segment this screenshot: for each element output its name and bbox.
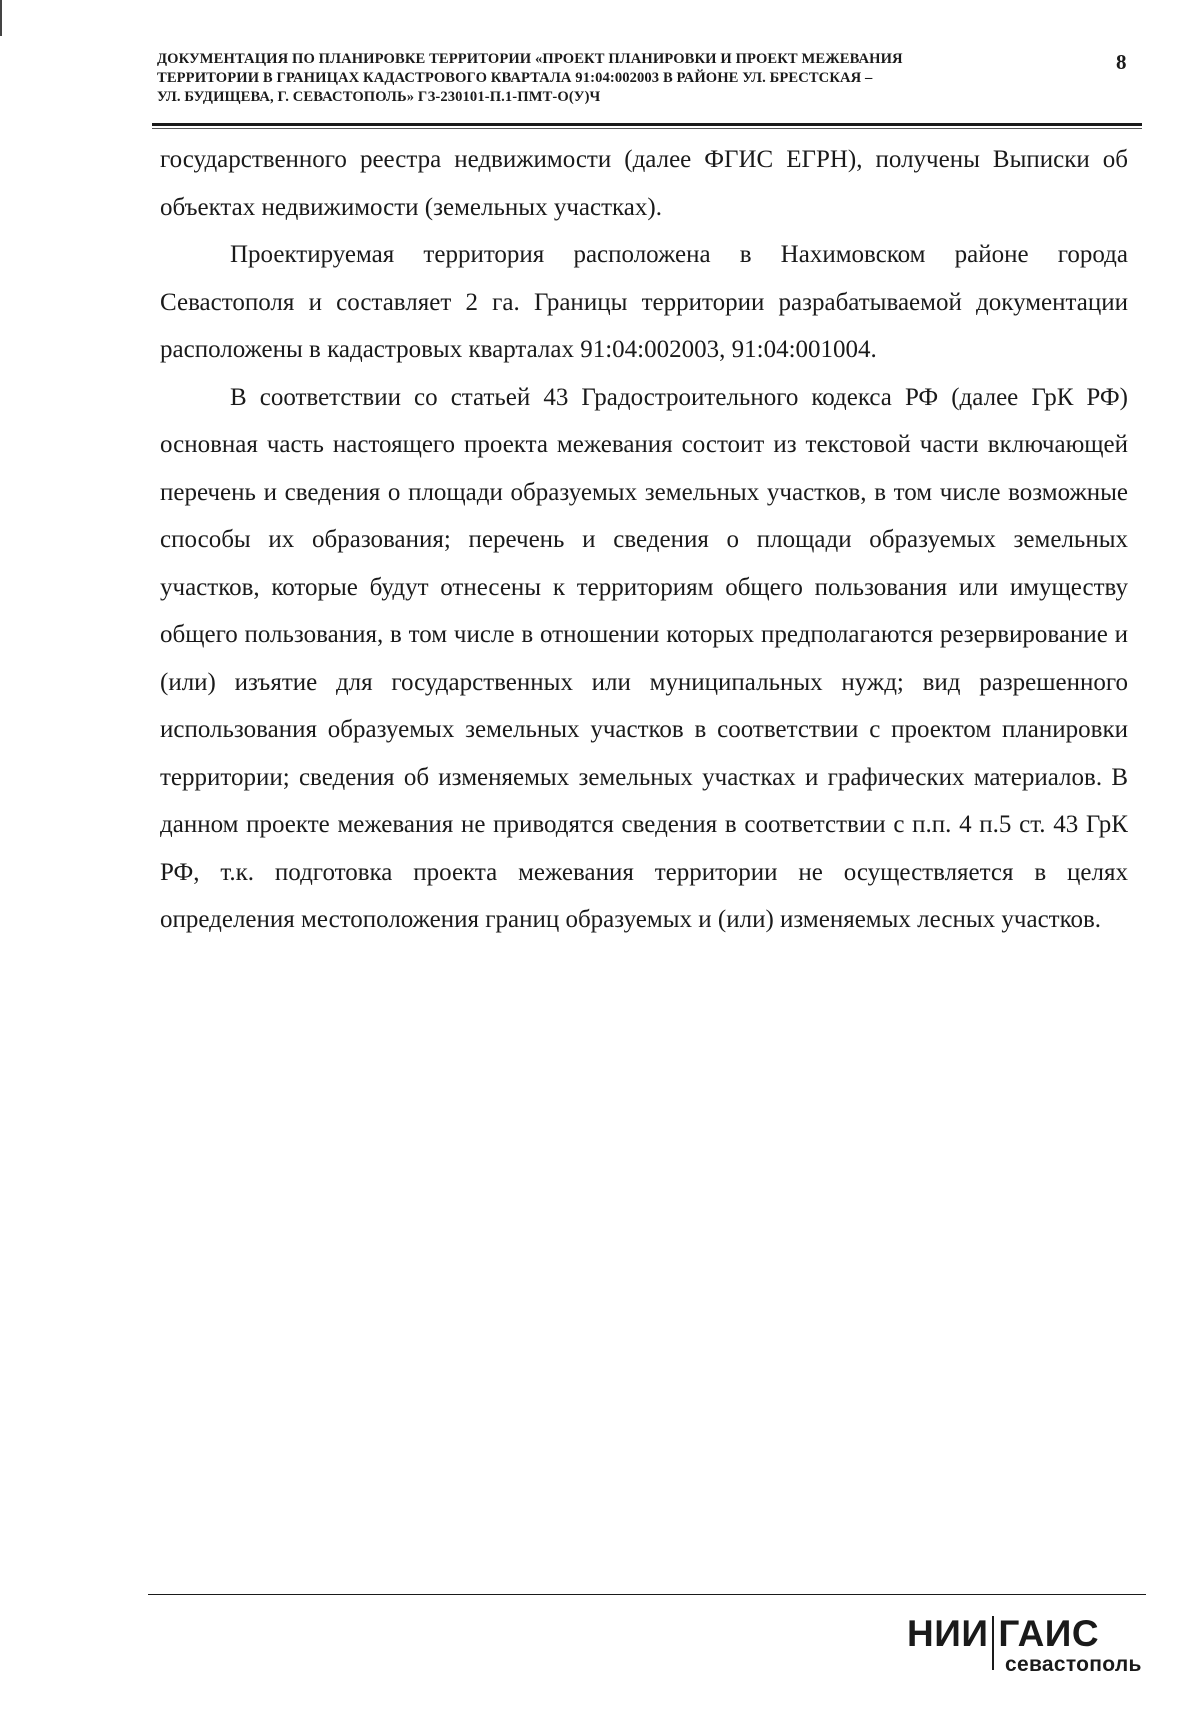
document-header bbox=[157, 50, 1047, 107]
logo-gais-text: ГАИС bbox=[998, 1613, 1100, 1654]
paragraph-continuation: государственного реестра недвижимости (далее ФГИС ЕГРН), получены Выписки об объектах недвижимости (земельных участках). bbox=[160, 146, 1128, 221]
paragraph-territory: Проектируемая территория расположена в Нахимовском районе города Севастополя и составляет 2 га. Границы территории разрабатываемой документации расположены в кадастровых кварталах 91:04:002003, 91:04:001004. bbox=[160, 241, 1128, 363]
footer-divider bbox=[148, 1594, 1146, 1595]
logo-subtitle: севастополь bbox=[1005, 1653, 1142, 1676]
header-line-1: ДОКУМЕНТАЦИЯ ПО ПЛАНИРОВКЕ ТЕРРИТОРИИ «ПРОЕКТ ПЛАНИРОВКИ И ПРОЕКТ МЕЖЕВАНИЯ bbox=[157, 51, 903, 67]
page-number: 8 bbox=[1116, 50, 1127, 74]
logo-separator bbox=[992, 1616, 994, 1670]
header-line-3: УЛ. БУДИЩЕВА, Г. СЕВАСТОПОЛЬ» ГЗ-230101-П.1-ПМТ-О(У)Ч bbox=[157, 89, 601, 105]
header-line-2: ТЕРРИТОРИИ В ГРАНИЦАХ КАДАСТРОВОГО КВАРТАЛА 91:04:002003 В РАЙОНЕ УЛ. БРЕСТСКАЯ – bbox=[157, 70, 873, 86]
scan-edge-mark bbox=[0, 0, 2, 36]
paragraph-grk-rf: В соответствии со статьей 43 Градостроительного кодекса РФ (далее ГрК РФ) основная часть настоящего проекта межевания состоит из текстовой части включающей перечень и сведения о площади образуемых земельных участков, в том числе возможные способы их образования; перечень и сведения о площади образуемых земельных участков, которые будут отнесены к территориям общего пользования или имуществу общего пользования, в том числе в отношении которых предполагаются резервирование и (или) изъятие для государственных или муниципальных нужд; вид разрешенного использования образуемых земельных участков в соответствии с проектом планировки территории; сведения об изменяемых земельных участках и графических материалов. В данном проекте межевания не приводятся сведения в соответствии с п.п. 4 п.5 ст. 43 ГрК РФ, т.к. подготовка проекта межевания территории не осуществляется в целях определения местоположения границ образуемых и (или) изменяемых лесных участков. bbox=[160, 383, 1128, 933]
logo-nii-text: НИИ bbox=[907, 1613, 989, 1654]
nii-gais-logo bbox=[907, 1614, 1167, 1684]
header-divider-thin bbox=[152, 128, 1142, 129]
document-body bbox=[160, 136, 1128, 944]
header-divider bbox=[152, 123, 1142, 126]
